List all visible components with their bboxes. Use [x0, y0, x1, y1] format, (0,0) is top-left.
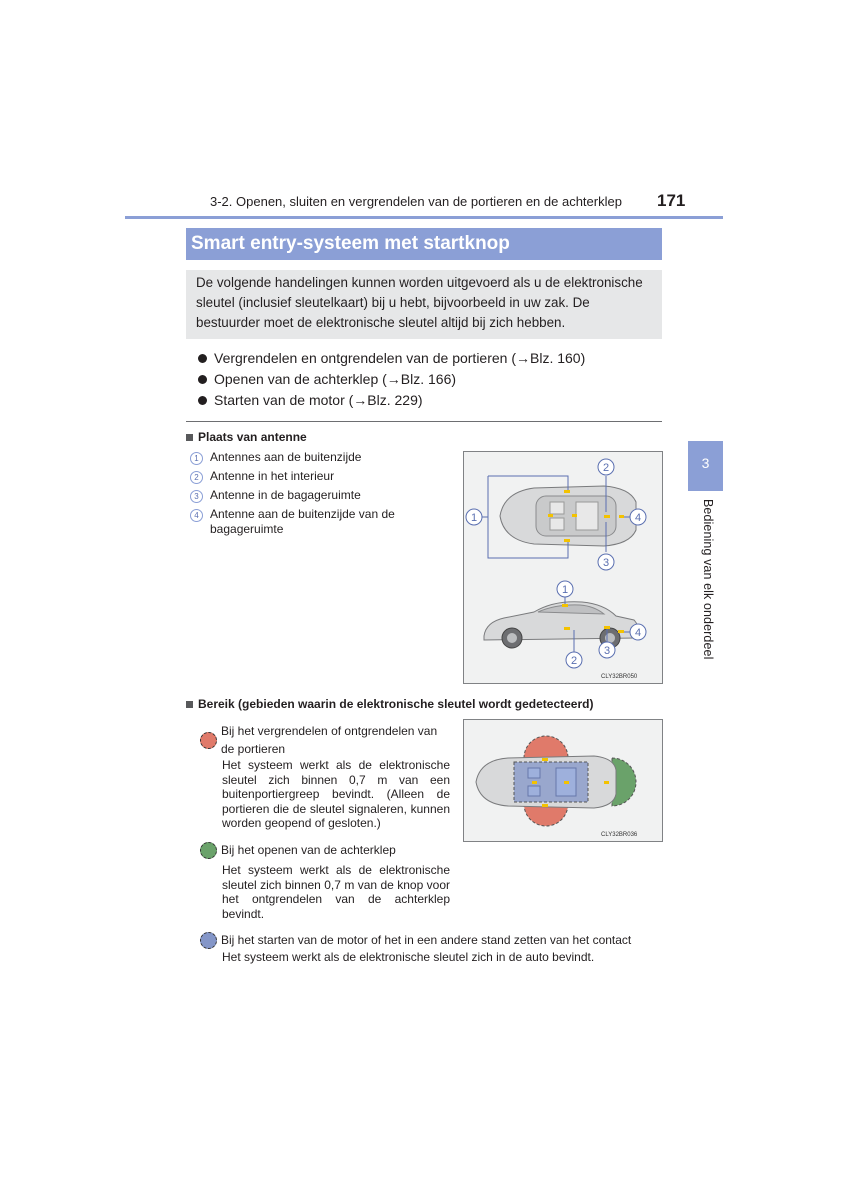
- bullet-dot-icon: [198, 354, 207, 363]
- range-diagram: [464, 720, 662, 841]
- antenna-diagram: [464, 452, 662, 683]
- figure-code: CLY32BR036: [601, 832, 638, 838]
- bullet-dot-icon: [198, 375, 207, 384]
- callout-3: [598, 554, 614, 570]
- blue-zone-icon: [200, 932, 217, 949]
- svg-text:4: 4: [634, 512, 642, 524]
- divider: [186, 421, 662, 422]
- figure-code: CLY32BR050: [601, 674, 638, 680]
- chapter-title: Bediening van elk onderdeel: [701, 499, 715, 660]
- antenna-location-figure: [463, 451, 663, 684]
- callout-2: [566, 652, 582, 668]
- svg-text:1: 1: [470, 512, 478, 524]
- callout-1: [557, 581, 573, 597]
- list-item: 1 Antennes aan de buitenzijde: [190, 449, 450, 468]
- antenna-list: [190, 449, 450, 540]
- bullet-list: [198, 348, 585, 411]
- car-side-view: [484, 602, 642, 648]
- list-item: 2 Antenne in het interieur: [190, 468, 450, 487]
- square-bullet-icon: [186, 701, 193, 708]
- svg-text:3: 3: [602, 557, 610, 569]
- list-item: 3 Antenne in de bagageruimte: [190, 487, 450, 506]
- svg-text:2: 2: [602, 462, 610, 474]
- car-top-view: [500, 486, 636, 546]
- running-head: 3-2. Openen, sluiten en vergrendelen van de portieren en de achterklep: [210, 194, 622, 209]
- range-item-doors: Bij het vergrendelen of ontgrendelen van de portieren Het systeem werkt als de elektronische sleutel zich binnen 0,7 m van een buitenportiergreep bevindt. (Alleen de portieren die de sleutel signaleren, kunnen worden geopend of gesloten.): [200, 722, 450, 831]
- section-title: Smart entry-systeem met startknop: [186, 228, 662, 260]
- svg-text:3: 3: [603, 645, 611, 657]
- svg-text:1: 1: [561, 584, 569, 596]
- callout-4: [630, 509, 646, 525]
- bullet-item: Vergrendelen en ontgrendelen van de portieren (→Blz. 160): [198, 348, 585, 369]
- callout-4: [630, 624, 646, 640]
- square-bullet-icon: [186, 434, 193, 441]
- list-item: 4 Antenne aan de buitenzijde van de bagageruimte: [190, 506, 450, 540]
- antenna-section-heading: Plaats van antenne: [186, 430, 307, 444]
- red-zone-icon: [200, 732, 217, 749]
- detection-range-figure: [463, 719, 663, 842]
- range-item-engine: Bij het starten van de motor of het in een andere stand zetten van het contact Het systeem werkt als de elektronische sleutel zich in de auto bevindt.: [200, 931, 640, 965]
- page-number: 171: [657, 191, 686, 210]
- bullet-item: Starten van de motor (→Blz. 229): [198, 390, 585, 411]
- svg-text:4: 4: [634, 627, 642, 639]
- intro-box: De volgende handelingen kunnen worden uitgevoerd als u de elektronische sleutel (inclusief sleutelkaart) bij u hebt, bijvoorbeeld in uw zak. De bestuurder moet de elektronische sleutel altijd bij zich hebben.: [186, 270, 662, 339]
- chapter-tab[interactable]: 3: [688, 441, 723, 491]
- bullet-item: Openen van de achterklep (→Blz. 166): [198, 369, 585, 390]
- range-item-trunk: Bij het openen van de achterklep Het systeem werkt als de elektronische sleutel zich binnen 0,7 m van de knop voor het ontgrendelen van de achterklep bevindt.: [200, 841, 450, 921]
- callout-1: [466, 509, 482, 525]
- bullet-dot-icon: [198, 396, 207, 405]
- green-zone-icon: [200, 842, 217, 859]
- callout-2: [598, 459, 614, 475]
- callout-3: [599, 642, 615, 658]
- range-section-heading: Bereik (gebieden waarin de elektronische sleutel wordt gedetecteerd): [186, 697, 593, 711]
- svg-text:2: 2: [570, 655, 578, 667]
- header-rule: [125, 216, 723, 219]
